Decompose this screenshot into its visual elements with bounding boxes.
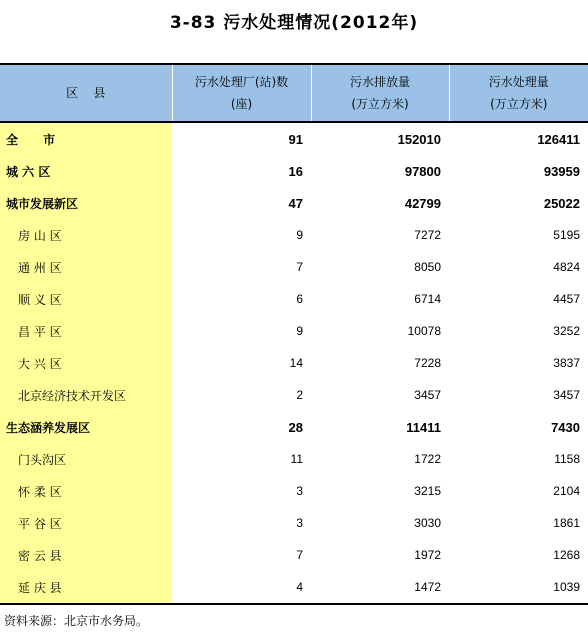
row-name: 通 州 区 [0, 251, 172, 283]
row-name: 昌 平 区 [0, 315, 172, 347]
row-discharge: 152010 [311, 122, 449, 155]
row-name: 全 市 [0, 122, 172, 155]
header-treated-label: 污水处理量 [488, 75, 549, 89]
row-plants: 7 [296, 548, 303, 562]
row-plants: 9 [296, 228, 303, 242]
header-plants-unit: (座) [230, 97, 253, 111]
header-discharge-unit: (万立方米) [351, 97, 409, 111]
row-discharge: 3215 [414, 484, 441, 498]
source-note: 资料来源：北京市水务局。 [4, 614, 149, 628]
row-discharge: 1722 [414, 452, 441, 466]
row-plants: 3 [296, 484, 303, 498]
row-discharge: 11411 [406, 419, 441, 435]
table-row [0, 155, 588, 187]
row-plants: 47 [288, 195, 303, 211]
table-row [0, 379, 588, 411]
wastewater-table [0, 63, 588, 605]
row-discharge: 3030 [414, 516, 441, 530]
row-plants: 4 [172, 571, 311, 604]
row-discharge: 6714 [414, 292, 441, 306]
row-discharge: 1472 [311, 571, 449, 604]
header-plants [172, 64, 311, 122]
row-treated: 5195 [553, 228, 580, 242]
row-name: 平 谷 区 [0, 507, 172, 539]
header-treated [449, 64, 588, 122]
row-name: 延 庆 县 [0, 571, 172, 604]
header-district: 区 县 [0, 64, 172, 122]
table-row [0, 475, 588, 507]
header-treated-unit: (万立方米) [490, 97, 548, 111]
row-name: 大 兴 区 [0, 347, 172, 379]
row-treated: 1268 [553, 548, 580, 562]
row-name: 城市发展新区 [0, 187, 172, 219]
row-plants: 11 [290, 452, 303, 466]
row-treated: 1158 [554, 452, 580, 466]
table-row [0, 251, 588, 283]
row-name: 北京经济技术开发区 [0, 379, 172, 411]
header-discharge [311, 64, 449, 122]
row-treated: 1039 [449, 571, 588, 604]
row-plants: 14 [289, 356, 303, 370]
row-name: 房 山 区 [0, 219, 172, 251]
row-plants: 91 [172, 122, 311, 155]
row-plants: 28 [288, 419, 303, 435]
row-plants: 6 [296, 292, 303, 306]
row-treated: 3457 [553, 388, 580, 402]
table-row [0, 347, 588, 379]
row-plants: 7 [296, 260, 303, 274]
row-discharge: 8050 [414, 260, 441, 274]
row-discharge: 7272 [414, 228, 441, 242]
row-treated: 2104 [553, 484, 580, 498]
row-discharge: 42799 [404, 195, 441, 211]
table-row [0, 187, 588, 219]
table-row [0, 539, 588, 571]
row-discharge: 97800 [404, 163, 441, 179]
row-name: 门头沟区 [0, 443, 172, 475]
row-name: 密 云 县 [0, 539, 172, 571]
header-plants-label: 污水处理厂(站)数 [194, 75, 289, 89]
row-discharge: 3457 [414, 388, 441, 402]
row-treated: 4457 [553, 292, 580, 306]
table-header-row [0, 64, 588, 122]
row-plants: 9 [296, 324, 303, 338]
row-name: 顺 义 区 [0, 283, 172, 315]
row-discharge: 10078 [407, 324, 441, 338]
table-row [0, 122, 588, 155]
table-row [0, 411, 588, 443]
row-treated: 25022 [543, 195, 580, 211]
row-treated: 126411 [449, 122, 588, 155]
table-row [0, 443, 588, 475]
row-treated: 3252 [553, 324, 580, 338]
header-discharge-label: 污水排放量 [349, 75, 410, 89]
table-row [0, 507, 588, 539]
row-discharge: 7228 [414, 356, 441, 370]
row-treated: 3837 [553, 356, 580, 370]
table-row [0, 283, 588, 315]
row-name: 城 六 区 [0, 155, 172, 187]
row-plants: 16 [288, 163, 303, 179]
table-row [0, 315, 588, 347]
row-treated: 4824 [553, 260, 580, 274]
table-row [0, 219, 588, 251]
table-row [0, 571, 588, 604]
row-treated: 93959 [543, 163, 580, 179]
row-treated: 1861 [553, 516, 580, 530]
row-plants: 2 [296, 388, 303, 402]
row-discharge: 1972 [414, 548, 441, 562]
row-treated: 7430 [551, 419, 580, 435]
row-name: 生态涵养发展区 [0, 411, 172, 443]
page-title: 3-83 污水处理情况(2012年) [169, 13, 419, 33]
row-name: 怀 柔 区 [0, 475, 172, 507]
row-plants: 3 [296, 516, 303, 530]
